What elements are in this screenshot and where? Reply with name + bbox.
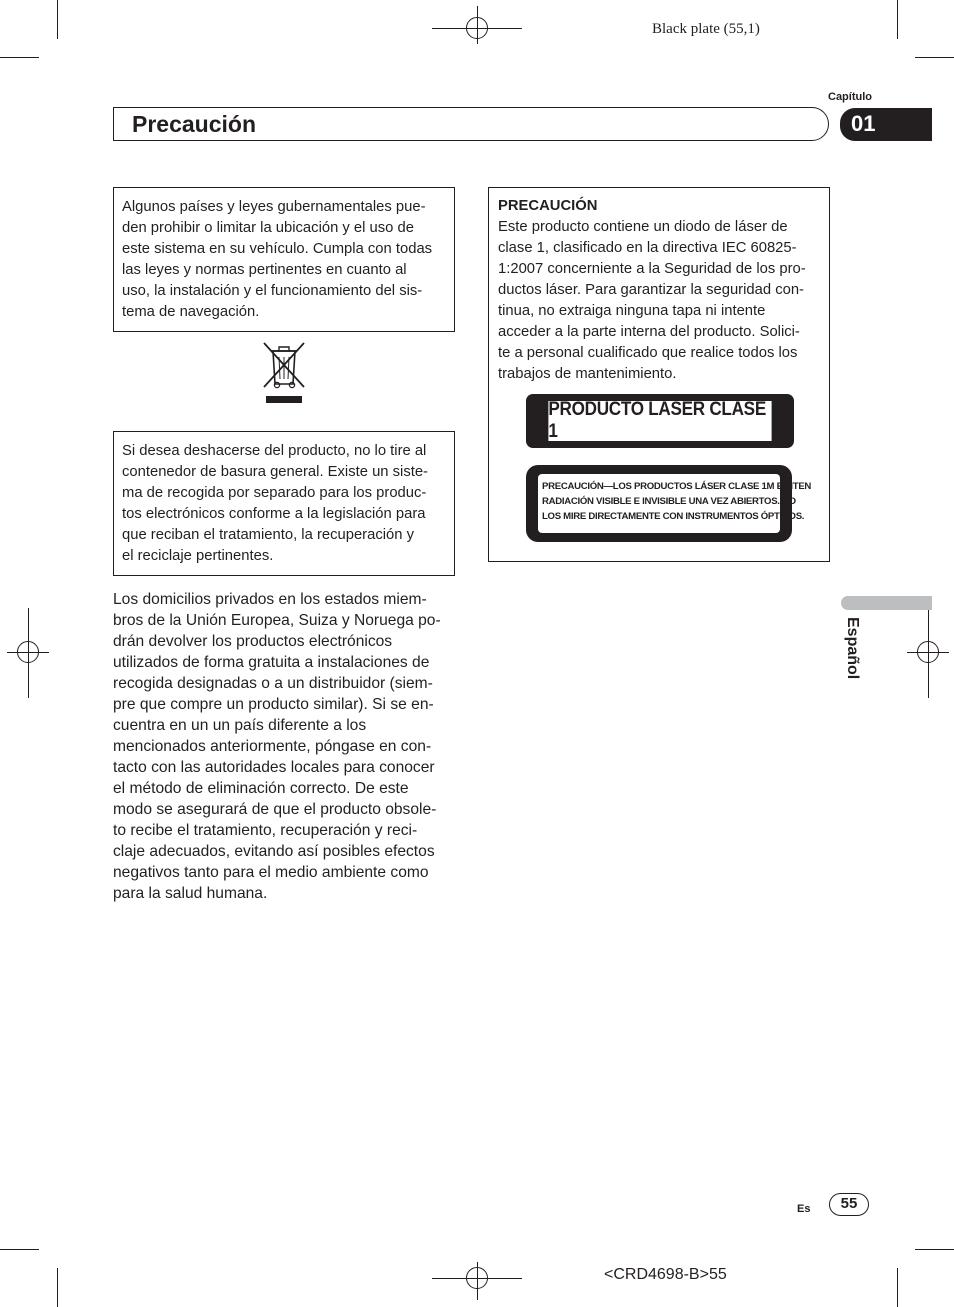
body-paragraph <box>113 589 457 904</box>
crop-mark <box>57 0 58 39</box>
text-line: drán devolver los productos electrónicos <box>113 633 393 650</box>
text-line: Si desea deshacerse del producto, no lo tire al <box>122 443 427 459</box>
text-line: el método de eliminación correcto. De este <box>113 780 409 797</box>
text-line: den prohibir o limitar la ubicación y el uso de <box>122 220 414 236</box>
text-line: Este producto contiene un diodo de láser de <box>498 219 788 235</box>
warning-line: PRECAUCIÓN—LOS PRODUCTOS LÁSER CLASE 1M EMITEN <box>542 481 812 492</box>
caution-heading: PRECAUCIÓN <box>498 198 598 214</box>
text-line: recogida designadas o a un distribuidor (siem- <box>113 675 433 692</box>
laser-warning-label <box>526 465 812 542</box>
text-line: to recibe el tratamiento, recuperación y reci- <box>113 822 418 839</box>
page-number: 55 <box>829 1193 869 1216</box>
text-line: Algunos países y leyes gubernamentales pue- <box>122 199 426 215</box>
text-line: tinua, no extraiga ninguna tapa ni intente <box>498 303 766 319</box>
text-line: trabajos de mantenimiento. <box>498 366 677 382</box>
registration-circle <box>917 641 939 663</box>
warning-line: RADIACIÓN VISIBLE E INVISIBLE UNA VEZ ABIERTOS. NO <box>542 496 796 507</box>
text-line: negativos tanto para el medio ambiente como <box>113 864 429 881</box>
text-line: utilizados de forma gratuita a instalaciones de <box>113 654 430 671</box>
registration-circle <box>466 17 488 39</box>
section-title-bar <box>113 107 829 141</box>
crop-mark <box>0 57 39 58</box>
crop-mark <box>915 57 954 58</box>
chapter-label: Capítulo <box>828 91 872 103</box>
warning-line: LOS MIRE DIRECTAMENTE CON INSTRUMENTOS ÓPTICOS. <box>542 511 805 522</box>
footer-code: <CRD4698-B>55 <box>604 1266 727 1283</box>
text-line: acceder a la parte interna del producto. Solici- <box>498 324 800 340</box>
text-line: que reciban el tratamiento, la recuperación y <box>122 527 414 543</box>
chapter-number-badge: 01 <box>840 108 932 141</box>
laser-class-text: PRODUCTO LASER CLASE 1 <box>548 401 771 441</box>
text-line: ductos láser. Para garantizar la seguridad con- <box>498 282 804 298</box>
text-line: las leyes y normas pertinentes en cuanto al <box>122 262 407 278</box>
notice-box-disposal <box>113 431 455 576</box>
text-line: contenedor de basura general. Existe un siste- <box>122 464 428 480</box>
text-line: cuentra en un un país diferente a los <box>113 717 367 734</box>
crop-mark <box>897 0 898 39</box>
crop-mark <box>915 1249 954 1250</box>
crop-mark <box>0 1249 39 1250</box>
registration-circle <box>466 1267 488 1289</box>
text-line: modo se asegurará de que el producto obsole- <box>113 801 437 818</box>
page-title: Precaución <box>132 111 256 137</box>
text-line: el reciclaje pertinentes. <box>122 548 274 564</box>
text-line: este sistema en su vehículo. Cumpla con todas <box>122 241 433 257</box>
text-line: te a personal cualificado que realice todos los <box>498 345 798 361</box>
crop-mark <box>897 1268 898 1307</box>
text-line: claje adecuados, evitando así posibles efectos <box>113 843 435 860</box>
crossed-out-wheelie-bin-icon <box>262 341 306 405</box>
registration-circle <box>17 641 39 663</box>
text-line: 1:2007 concerniente a la Seguridad de los pro- <box>498 261 806 277</box>
text-line: Los domicilios privados en los estados miem- <box>113 591 427 608</box>
crop-mark <box>57 1268 58 1307</box>
text-line: clase 1, clasificado en la directiva IEC 60825- <box>498 240 797 256</box>
language-code: Es <box>797 1203 811 1215</box>
language-label: Español <box>844 617 861 680</box>
text-line: para la salud humana. <box>113 885 268 902</box>
plate-label: Black plate (55,1) <box>652 21 760 37</box>
laser-class-label <box>526 394 794 448</box>
laser-warning-text <box>538 474 812 533</box>
text-line: uso, la instalación y el funcionamiento del sis- <box>122 283 423 299</box>
text-line: bros de la Unión Europea, Suiza y Noruega po- <box>113 612 441 629</box>
text-line: pre que compre un producto similar). Si se en- <box>113 696 434 713</box>
text-line: ma de recogida por separado para los produc- <box>122 485 427 501</box>
text-line: tos electrónicos conforme a la legislación para <box>122 506 426 522</box>
language-tab <box>841 596 932 610</box>
notice-box-navigation-laws <box>113 187 455 332</box>
text-line: tema de navegación. <box>122 304 260 320</box>
text-line: tacto con las autoridades locales para conocer <box>113 759 435 776</box>
text-line: mencionados anteriormente, póngase en con- <box>113 738 432 755</box>
